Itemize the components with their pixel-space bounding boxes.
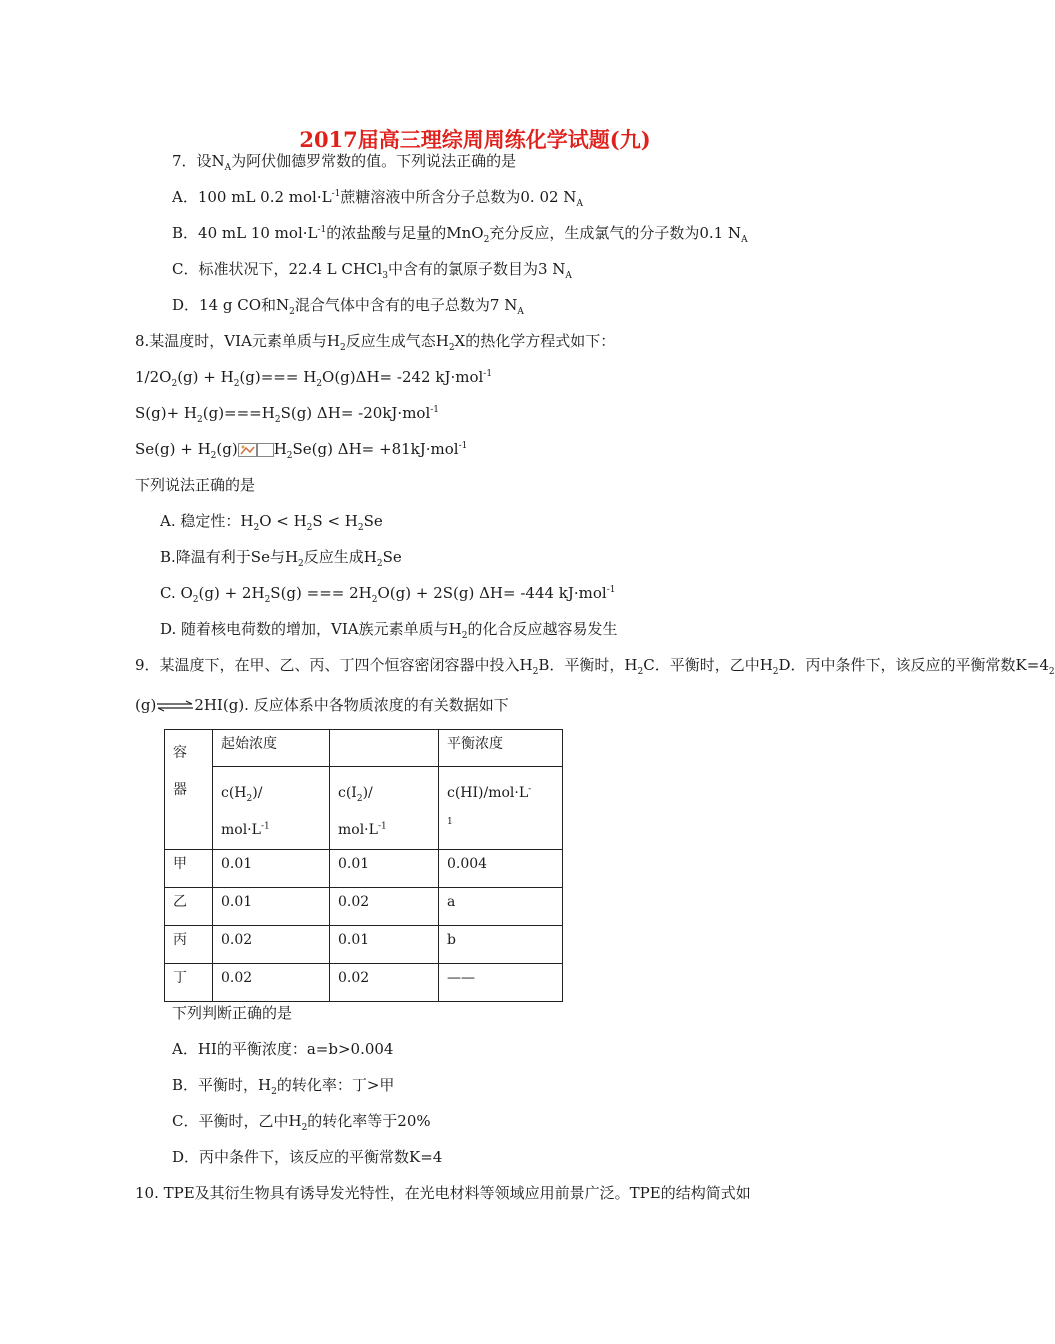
q9-stem: 9．某温度下，在甲、乙、丙、丁四个恒容密闭容器中投入$H_2B$．平衡时，$H_2C$．平衡时，乙中$H_2D$．丙中条件下，该反应的平衡常数$K=4_2$ <box>135 656 1055 677</box>
q7-option-a: A．100 mL 0.2 $mol\cdot L^{-1}$蔗糖溶液中所含分子总数为0. 02 $N_A$ <box>172 188 583 209</box>
cell-hi: a <box>439 888 563 926</box>
q7-option-d: D．14 g CO和$N_2$混合气体中含有的电子总数为7 $N_A$ <box>172 296 524 317</box>
q7-option-c: C．标准状况下，22.4 L CHCl$_3$中含有的氯原子数目为3 $N_A$ <box>172 260 572 281</box>
table-row <box>165 964 563 1002</box>
page-title: 2017届高三理综周周练化学试题(九) <box>299 127 651 152</box>
q7-option-b: B．40 mL 10 $mol\cdot L^{-1}$的浓盐酸与足量的MnO$_2$充分反应，生成氯气的分子数为0.1 $N_A$ <box>172 224 748 245</box>
q7-stem: 7．设$N_A$为阿伏伽德罗常数的值。下列说法正确的是 <box>172 152 517 173</box>
cell-hi: b <box>439 926 563 964</box>
q8-equation-2: $S(g)+ H_2(g)===H_2S(g)$ ΔH= -20kJ·mol$^{-1}$ <box>135 404 440 425</box>
q9-ask: 下列判断正确的是 <box>172 1004 293 1022</box>
header-c-h2: $c(H_2)/$ $mol\cdot L^{-1}$ <box>213 767 330 850</box>
q9-option-a: A．HI的平衡浓度：a=b>0.004 <box>172 1040 394 1058</box>
q8-equation-1: $1/2O_2(g) + H_2(g)=== H_2O(g)\Delta H= -242$ kJ·mol$^{-1}$ <box>135 368 493 389</box>
cell-h2: 0.01 <box>213 850 330 888</box>
q10-stem: 10. TPE及其衍生物具有诱导发光特性，在光电材料等领域应用前景广泛。TPE的结构简式如 <box>135 1184 751 1202</box>
q9-option-b: B．平衡时，$H_2$的转化率：丁>甲 <box>172 1076 395 1097</box>
q8-option-c: C. $O_2(g) + 2H_2S(g)$ === $2H_2O(g) + 2S(g)$ ΔH= -444 kJ·mol$^{-1}$ <box>160 584 616 605</box>
header-c-i2: $c(I_2)/$ $mol\cdot L^{-1}$ <box>330 767 439 850</box>
q9-option-c: C．平衡时，乙中$H_2$的转化率等于20% <box>172 1112 431 1133</box>
row-name: 甲 <box>165 850 213 888</box>
concentration-table <box>164 729 563 1002</box>
q8-option-a: A. 稳定性：$H_2O < H_2S < H_2Se$ <box>160 512 383 533</box>
broken-image-icon <box>238 443 274 457</box>
row-name: 丙 <box>165 926 213 964</box>
q8-stem: 8.某温度时，VIA元素单质与$H_2$反应生成气态$H_2X$的热化学方程式如下： <box>135 332 616 353</box>
table-row <box>165 888 563 926</box>
cell-h2: 0.02 <box>213 926 330 964</box>
q9-stem-line2: (g) 2HI(g). 反应体系中各物质浓度的有关数据如下 <box>135 696 509 714</box>
cell-i2: 0.01 <box>330 850 439 888</box>
equilibrium-arrow-icon <box>156 700 194 712</box>
q8-equation-3: $Se(g) + H_2(g)$ $H_2Se(g)$ ΔH= +81kJ·mol$^{-1}$ <box>135 440 468 461</box>
cell-hi: —— <box>439 964 563 1002</box>
q8-option-d: D. 随着核电荷数的增加，VIA族元素单质与$H_2$的化合反应越容易发生 <box>160 620 618 641</box>
cell-hi: 0.004 <box>439 850 563 888</box>
cell-i2: 0.02 <box>330 888 439 926</box>
header-empty <box>330 730 439 767</box>
header-equilibrium-concentration: 平衡浓度 <box>439 730 563 767</box>
row-name: 乙 <box>165 888 213 926</box>
table-row <box>165 850 563 888</box>
row-name: 丁 <box>165 964 213 1002</box>
cell-h2: 0.02 <box>213 964 330 1002</box>
header-c-hi: c(HI)/mol·L- $^1$ <box>439 767 563 850</box>
cell-i2: 0.02 <box>330 964 439 1002</box>
header-container: 容 器 <box>165 730 213 850</box>
table-row <box>165 926 563 964</box>
cell-i2: 0.01 <box>330 926 439 964</box>
cell-h2: 0.01 <box>213 888 330 926</box>
header-initial-concentration: 起始浓度 <box>213 730 330 767</box>
q8-ask: 下列说法正确的是 <box>135 476 256 494</box>
q9-option-d: D．丙中条件下，该反应的平衡常数K=4 <box>172 1148 443 1166</box>
q8-option-b: B.降温有利于Se与$H_2$反应生成$H_2Se$ <box>160 548 402 569</box>
